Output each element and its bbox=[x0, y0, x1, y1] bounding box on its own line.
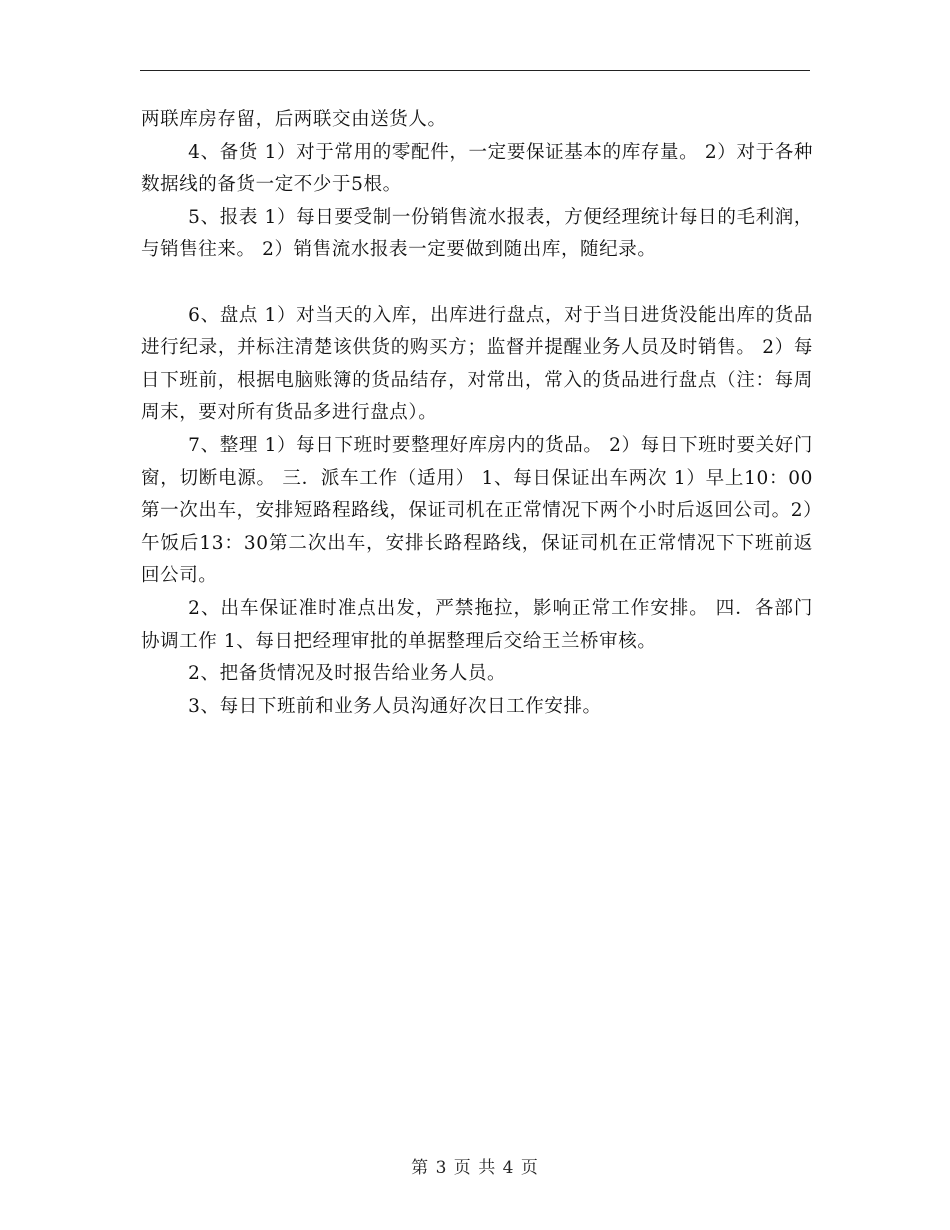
paragraph-organizing-dispatch: 7、整理 1）每日下班时要整理好库房内的货品。 2）每日下班时要关好门窗，切断电源。 三．派车工作（适用） 1、每日保证出车两次 1）早上10：00第一次出车，安排短路程路线，保证司机在正常情况下两个小时后返回公司。2）午饭后13：30第二次出车，安排长路程路线，保证司机在正常情况下下班前返回公司。 bbox=[141, 434, 813, 587]
paragraph-departure-coordination: 2、出车保证准时准点出发，严禁拖拉，影响正常工作安排。 四．各部门协调工作 1、每日把经理审批的单据整理后交给王兰桥审核。 bbox=[141, 597, 813, 652]
paragraph-reports: 5、报表 1）每日要受制一份销售流水报表，方便经理统计每日的毛利润，与销售往来。 2）销售流水报表一定要做到随出库，随纪录。 bbox=[141, 206, 813, 261]
document-body bbox=[141, 104, 813, 723]
paragraph-stocking: 4、备货 1）对于常用的零配件，一定要保证基本的库存量。 2）对于各种数据线的备货一定不少于5根。 bbox=[141, 141, 813, 196]
header-rule bbox=[140, 70, 810, 71]
page-number: 第 3 页 共 4 页 bbox=[411, 1158, 539, 1178]
paragraph-continuation: 两联库房存留，后两联交由送货人。 bbox=[141, 109, 447, 130]
paragraph-inventory-check: 6、盘点 1）对当天的入库，出库进行盘点，对于当日进货没能出库的货品进行纪录，并标注清楚该供货的购买方；监督并提醒业务人员及时销售。 2）每日下班前，根据电脑账簿的货品结存，对常出，常入的货品进行盘点（注：每周周末，要对所有货品多进行盘点）。 bbox=[141, 304, 813, 424]
paragraph-next-day-plan: 3、每日下班前和业务人员沟通好次日工作安排。 bbox=[188, 695, 602, 717]
paragraph-stock-report: 2、把备货情况及时报告给业务人员。 bbox=[188, 663, 507, 685]
